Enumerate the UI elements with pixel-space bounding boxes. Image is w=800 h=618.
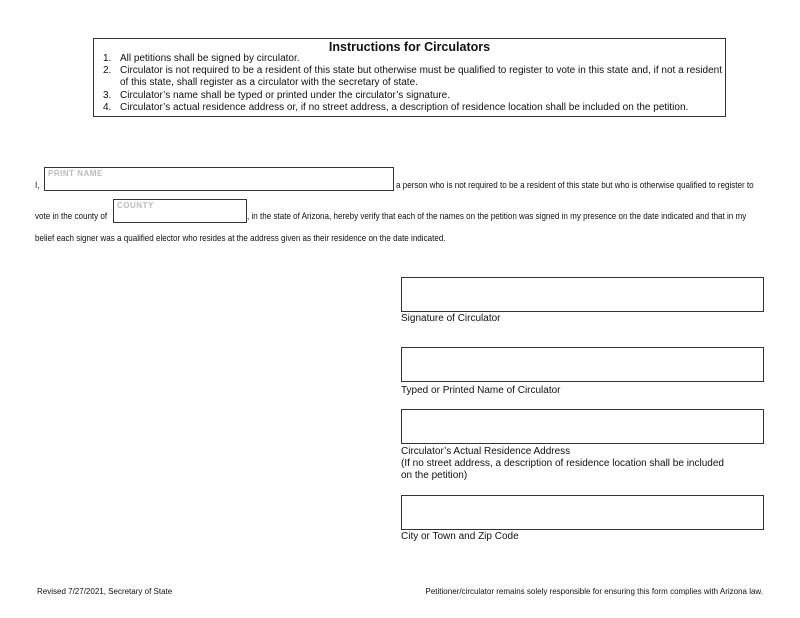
printed-name-field[interactable]: [401, 347, 764, 382]
county-field[interactable]: [113, 199, 247, 223]
footer-disclaimer: Petitioner/circulator remains solely responsible for ensuring this form complies with Arizona law.: [425, 587, 763, 596]
item-text: of this state, shall register as a circulator with the secretary of state.: [120, 77, 418, 88]
item-text: Circulator’s actual residence address or, if no street address, a description of residence location shall be included on the petition.: [120, 102, 689, 113]
instruction-item: [94, 102, 725, 114]
residence-address-label: Circulator’s Actual Residence Address: [401, 446, 571, 457]
print-name-label: PRINT NAME: [48, 169, 103, 178]
instruction-item: [94, 65, 725, 89]
affidavit-line3: belief each signer was a qualified elector who resides at the address given as their residence on the date indicated.: [35, 232, 446, 243]
footer-revised: Revised 7/27/2021, Secretary of State: [37, 587, 173, 596]
affidavit-line2-after: , in the state of Arizona, hereby verify that each of the names on the petition was signed in my presence on the date indicated and that in my: [247, 210, 747, 221]
item-text: All petitions shall be signed by circulator.: [120, 53, 300, 64]
item-number: 4.: [103, 102, 112, 113]
item-number: 3.: [103, 90, 112, 101]
residence-address-note: on the petition): [401, 470, 468, 481]
instruction-item: [94, 90, 725, 102]
affidavit-prefix: I,: [35, 179, 40, 190]
item-text: Circulator is not required to be a resident of this state but otherwise must be qualified to register to vote in this state and, if not a resident: [120, 65, 722, 76]
county-label: COUNTY: [117, 201, 154, 210]
city-zip-field[interactable]: [401, 495, 764, 530]
item-text: Circulator’s name shall be typed or printed under the circulator’s signature.: [120, 90, 450, 101]
signature-field[interactable]: [401, 277, 764, 312]
residence-address-field[interactable]: [401, 409, 764, 444]
print-name-field[interactable]: [44, 167, 394, 191]
item-number: 1.: [103, 53, 112, 64]
city-zip-label: City or Town and Zip Code: [401, 531, 519, 542]
instructions-box: [93, 38, 726, 117]
residence-address-note: (If no street address, a description of residence location shall be included: [401, 458, 724, 469]
printed-name-label: Typed or Printed Name of Circulator: [401, 385, 561, 396]
instruction-item: [94, 53, 725, 65]
item-number: 2.: [103, 65, 112, 76]
affidavit-line1: a person who is not required to be a resident of this state but who is otherwise qualified to register to: [396, 179, 754, 190]
signature-label: Signature of Circulator: [401, 313, 501, 324]
instructions-title: Instructions for Circulators: [328, 40, 491, 54]
affidavit-line2-before: vote in the county of: [35, 210, 108, 221]
